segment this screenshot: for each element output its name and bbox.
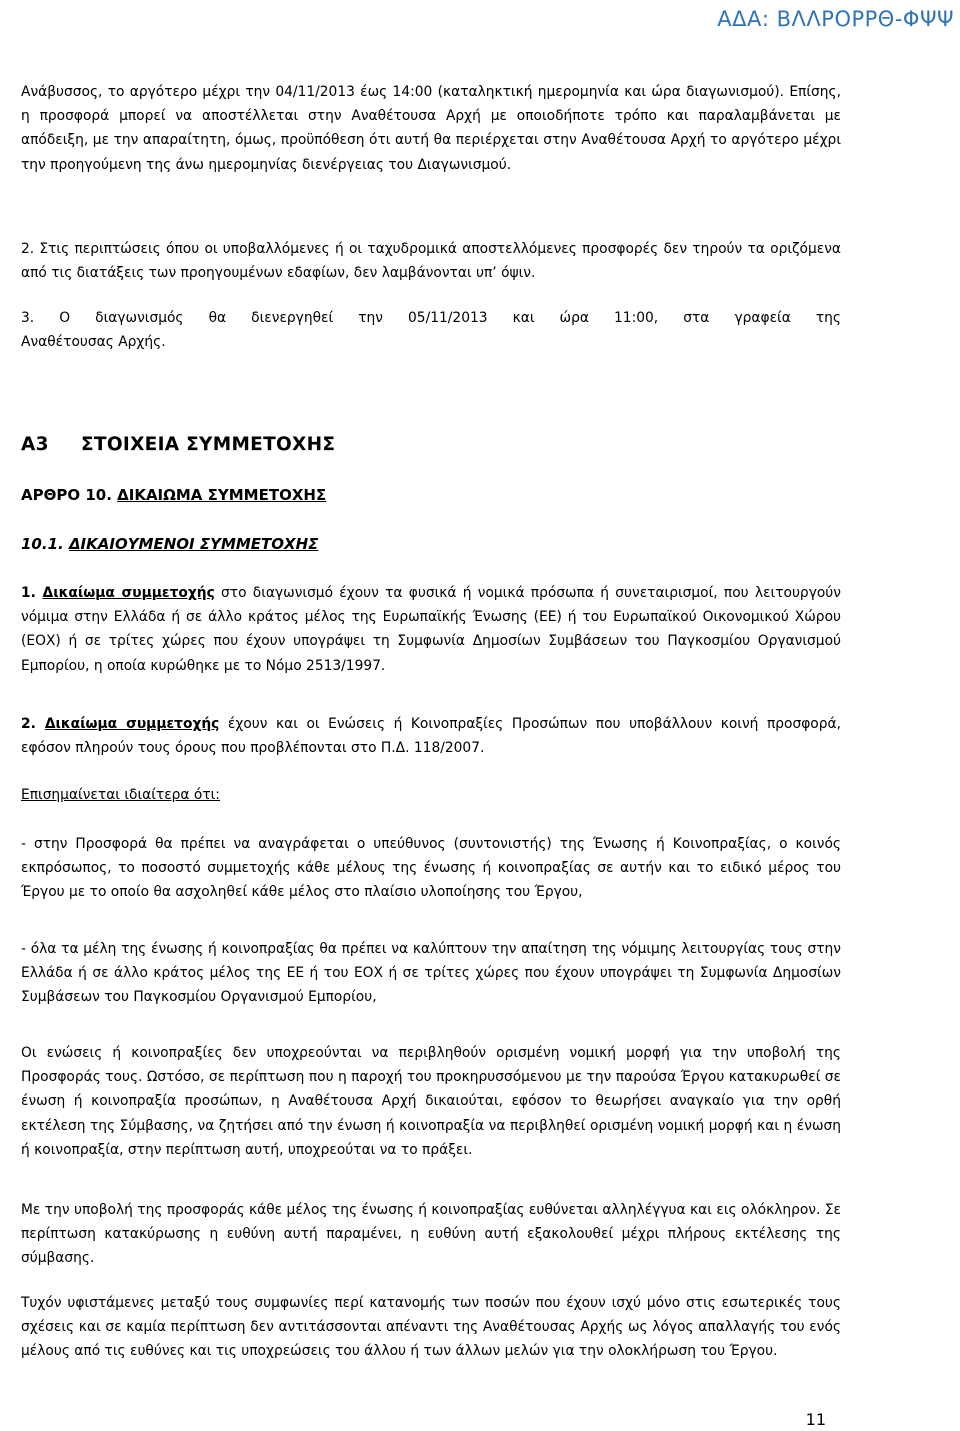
article-title: ΔΙΚΑΙΩΜΑ ΣΥΜΜΕΤΟΧΗΣ: [117, 486, 327, 504]
paragraph-bullet-coordinator: - στην Προσφορά θα πρέπει να αναγράφεται ο υπεύθυνος (συντονιστής) της Ένωσης ή Κοινοπραξίας, ο κοινός εκπρόσωπος, το ποσοστό συμμετοχής κάθε μέλους της ένωσης ή κοινοπραξίας σε αυτήν και το ειδικό μέρος του Έργου με το οποίο θα ασχοληθεί κάθε μέλος στο πλαίσιο υλοποίησης του Έργου,: [21, 836, 841, 901]
subsection-prefix: 10.1.: [21, 535, 69, 553]
article-prefix: ΑΡΘΡΟ 10.: [21, 486, 118, 504]
paragraph-legal-form: Οι ενώσεις ή κοινοπραξίες δεν υποχρεούνται να περιβληθούν ορισμένη νομική μορφή για την υποβολή της Προσφοράς τους. Ωστόσο, σε περίπτωση που η παροχή του προκηρυσσόμενου με την παρούσα Έργου κατακυρωθεί σε ένωση ή κοινοπραξία προσώπων, η Αναθέτουσα Αρχή δικαιούται, εφόσον το θεωρήσει αναγκαίο για την ορθή εκτέλεση της Σύμβασης, να ζητήσει από την ένωση ή κοινοπραξία να περιβληθεί ορισμένη νομική μορφή και η ένωση ή κοινοπραξία, στην περίπτωση αυτή, υποχρεούται να το πράξει.: [21, 1045, 841, 1158]
subsection-heading: [21, 535, 318, 553]
paragraph-bullet-members: - όλα τα μέλη της ένωσης ή κοινοπραξίας θα πρέπει να καλύπτουν την απαίτηση της νόμιμης λειτουργίας τους στην Ελλάδα ή σε άλλο κράτος μέλος της ΕΕ ή του ΕΟΧ ή σε τρίτες χώρες που έχουν υπογράψει τη Συμφωνία Δημοσίων Συμβάσεων του Παγκοσμίου Οργανισμού Εμπορίου,: [21, 941, 841, 1006]
paragraph-internal-agreements: Τυχόν υφιστάμενες μεταξύ τους συμφωνίες περί κατανομής των ποσών που έχουν ισχύ μόνο στις εσωτερικές τους σχέσεις και σε καμία περίπτωση δεν αντιτάσσονται απέναντι της Αναθέτουσας Αρχής ως λόγος απαλλαγής του ενός μέλους από τις ευθύνες και τις υποχρεώσεις του άλλου ή των άλλων μελών για την ολοκλήρωση του Έργου.: [21, 1295, 841, 1360]
page-number: 11: [805, 1410, 826, 1429]
item-number: 2.: [21, 716, 45, 732]
eligibility-text: στο διαγωνισμό έχουν τα φυσικά ή νομικά πρόσωπα ή συνεταιρισμοί, που λειτουργούν νόμιμα στην Ελλάδα ή σε άλλο κράτος μέλος της Ευρωπαϊκής Ένωσης (ΕΕ) ή του Ευρωπαϊκού Οικονομικού Χώρου (ΕΟΧ) ή σε τρίτες χώρες που έχουν υπογράψει τη Συμφωνία Δημοσίων Συμβάσεων του Παγκοσμίου Οργανισμού Εμπορίου, η οποία κυρώθηκε με το Νόμο 2513/1997.: [21, 585, 841, 674]
subsection-title: ΔΙΚΑΙΟΥΜΕΝΟΙ ΣΥΜΜΕΤΟΧΗΣ: [68, 535, 319, 553]
section-heading: [21, 434, 335, 455]
paragraph-joint-liability: Με την υποβολή της προσφοράς κάθε μέλος της ένωσης ή κοινοπραξίας ευθύνεται αλληλέγγυα και εις ολόκληρον. Σε περίπτωση κατακύρωσης η ευθύνη αυτή παραμένει, η ευθύνη αυτή εξακολουθεί μέχρι πλήρους εκτέλεσης της σύμβασης.: [21, 1202, 841, 1267]
tender-date-line-1: 3. Ο διαγωνισμός θα διενεργηθεί την 05/11/2013 και ώρα 11:00, στα γραφεία της: [21, 310, 841, 326]
paragraph-emphasis: Επισημαίνεται ιδιαίτερα ότι:: [21, 787, 220, 803]
paragraph-tender-date: [21, 306, 841, 354]
section-title: ΣΤΟΙΧΕΙΑ ΣΥΜΜΕΤΟΧΗΣ: [81, 434, 336, 455]
ada-header: ΑΔΑ: ΒΛΛΡΟΡΡΘ-ΦΨΨ: [717, 7, 954, 31]
eligibility-term: Δικαίωμα συμμετοχής: [42, 585, 215, 601]
item-number: 1.: [21, 585, 43, 601]
section-number: Α3: [21, 434, 49, 455]
paragraph-eligible-persons: [21, 581, 841, 678]
eligibility-term: Δικαίωμα συμμετοχής: [44, 716, 220, 732]
paragraph-submission-deadline: Ανάβυσσος, το αργότερο μέχρι την 04/11/2013 έως 14:00 (καταληκτική ημερομηνία και ώρα διαγωνισμού). Επίσης, η προσφορά μπορεί να αποστέλλεται στην Αναθέτουσα Αρχή με οποιοδήποτε τρόπο και παραλαμβάνεται με απόδειξη, με την απαραίτητη, όμως, προϋπόθεση ότι αυτή θα περιέρχεται στην Αναθέτουσα Αρχή το αργότερο μέχρι την προηγούμενη της άνω ημερομηνίας διενέργειας του Διαγωνισμού.: [21, 84, 841, 173]
article-heading: [21, 486, 326, 504]
eligibility-text: έχουν και οι Ενώσεις ή Κοινοπραξίες Προσώπων που υποβάλλουν κοινή προσφορά, εφόσον πληρούν τους όρους που προβλέπονται στο Π.Δ. 118/2007.: [21, 716, 841, 757]
paragraph-joint-ventures: [21, 712, 841, 760]
paragraph-rejected-offers: 2. Στις περιπτώσεις όπου οι υποβαλλόμενες ή οι ταχυδρομικά αποστελλόμενες προσφορές δεν τηρούν τα οριζόμενα από τις διατάξεις των προηγουμένων εδαφίων, δεν λαμβάνονται υπ’ όψιν.: [21, 241, 841, 282]
tender-date-line-2: Αναθέτουσας Αρχής.: [21, 334, 166, 351]
